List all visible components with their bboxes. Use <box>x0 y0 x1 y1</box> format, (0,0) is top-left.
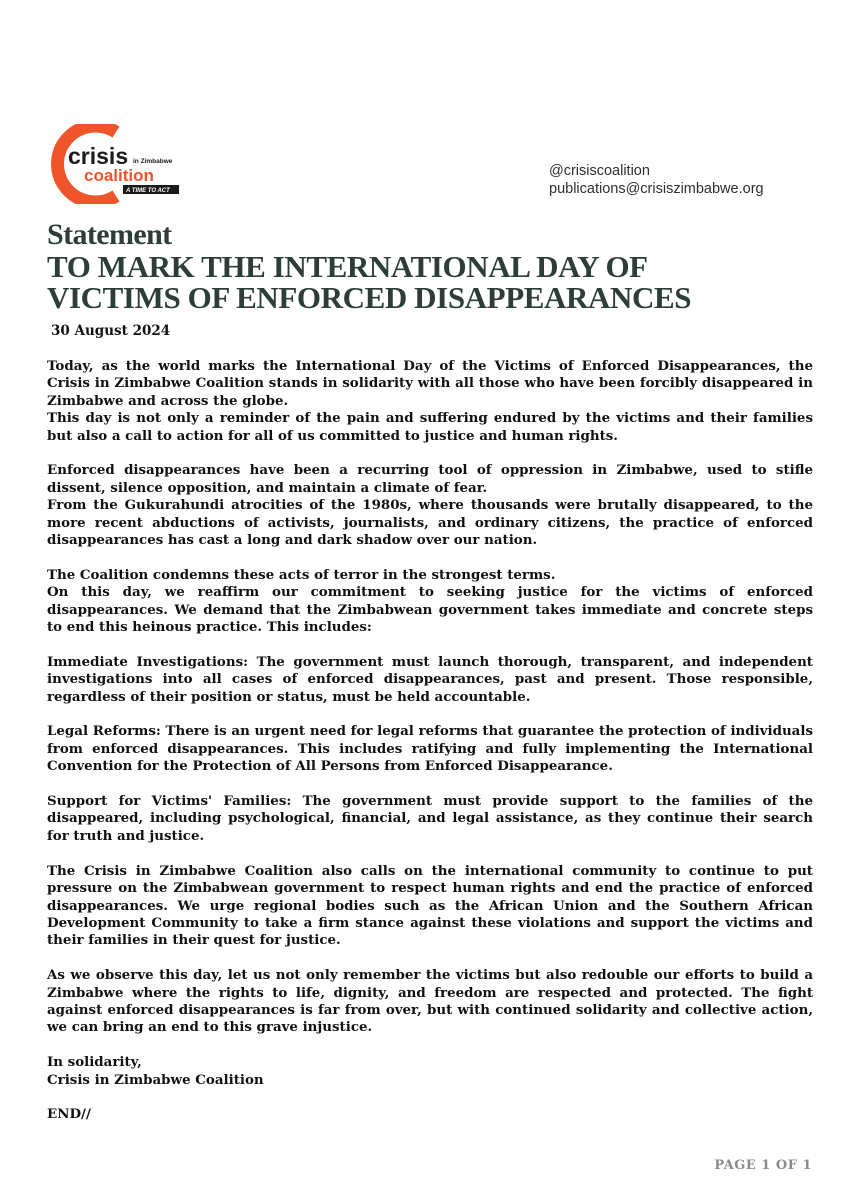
statement-title-line1: TO MARK THE INTERNATIONAL DAY OF <box>47 249 648 284</box>
paragraph-observe: As we observe this day, let us not only remember the victims but also redouble our efforts to build a Zimbabwe where the rights to life, dignity, and freedom are respected and protected. The fight against enforced disappearances is far from over, but with continued solidarity and collective action, we can bring an end to this grave injustice. <box>47 967 813 1036</box>
paragraph-3: Enforced disappearances have been a recurring tool of oppression in Zimbabwe, used to stifle dissent, silence opposition, and maintain a climate of fear. <box>47 462 813 496</box>
paragraph-international: The Crisis in Zimbabwe Coalition also calls on the international community to continue to put pressure on the Zimbabwean government to respect human rights and end the practice of enforced disappearances. We urge regional bodies such as the African Union and the Southern African Development Community to take a firm stance against these violations and support the victims and their families in their quest for justice. <box>47 862 813 949</box>
logo-word-coalition: coalition <box>84 166 154 185</box>
paragraph-5: The Coalition condemns these acts of terror in the strongest terms. <box>47 566 556 583</box>
page-number: PAGE 1 OF 1 <box>714 1158 812 1173</box>
statement-heading <box>47 218 807 315</box>
logo-word-crisis: crisis <box>68 143 129 169</box>
logo-tagline: A TIME TO ACT <box>126 188 170 194</box>
paragraph-legal-reforms: Legal Reforms: There is an urgent need for legal reforms that guarantee the protection of individuals from enforced disappearances. This includes ratifying and fully implementing the International Convention for the Protection of All Persons from Enforced Disappearance. <box>47 723 813 775</box>
statement-title-line2: VICTIMS OF ENFORCED DISAPPEARANCES <box>47 280 692 315</box>
signoff-line-1: In solidarity, <box>47 1054 142 1071</box>
signoff-line-2: Crisis in Zimbabwe Coalition <box>47 1071 264 1088</box>
paragraph-4: From the Gukurahundi atrocities of the 1980s, where thousands were brutally disappeared, to the more recent abductions of activists, journalists, and ordinary citizens, the practice of enforced disappearances has cast a long and dark shadow over our nation. <box>47 497 813 549</box>
social-handle[interactable]: @crisiscoalition <box>549 163 650 179</box>
paragraph-2: This day is not only a reminder of the pain and suffering endured by the victims and their families but also a call to action for all of us committed to justice and human rights. <box>47 410 813 444</box>
logo-word-in-zimbabwe: in Zimbabwe <box>133 158 173 165</box>
paragraph-investigations: Immediate Investigations: The government must launch thorough, transparent, and independent investigations into all cases of enforced disappearances, past and present. Those responsible, regardless of their position or status, must be held accountable. <box>47 653 813 705</box>
paragraph-6: On this day, we reaffirm our commitment to seeking justice for the victims of enforced disappearances. We demand that the Zimbabwean government takes immediate and concrete steps to end this heinous practice. This includes: <box>47 584 813 636</box>
crisis-coalition-logo <box>50 124 190 204</box>
paragraph-1: Today, as the world marks the International Day of the Victims of Enforced Disappearances, the Crisis in Zimbabwe Coalition stands in solidarity with all those who have been forcibly disappeared in Zimbabwe and across the globe. <box>47 358 813 409</box>
statement-kicker: Statement <box>47 218 172 251</box>
email-address[interactable]: publications@crisiszimbabwe.org <box>549 181 764 197</box>
statement-date: 30 August 2024 <box>51 323 171 339</box>
contact-block <box>549 162 764 198</box>
end-marker: END// <box>47 1106 91 1123</box>
paragraph-victims-families: Support for Victims' Families: The government must provide support to the families of the disappeared, including psychological, financial, and legal assistance, as they continue their search for truth and justice. <box>47 793 813 844</box>
statement-body <box>47 358 813 1124</box>
